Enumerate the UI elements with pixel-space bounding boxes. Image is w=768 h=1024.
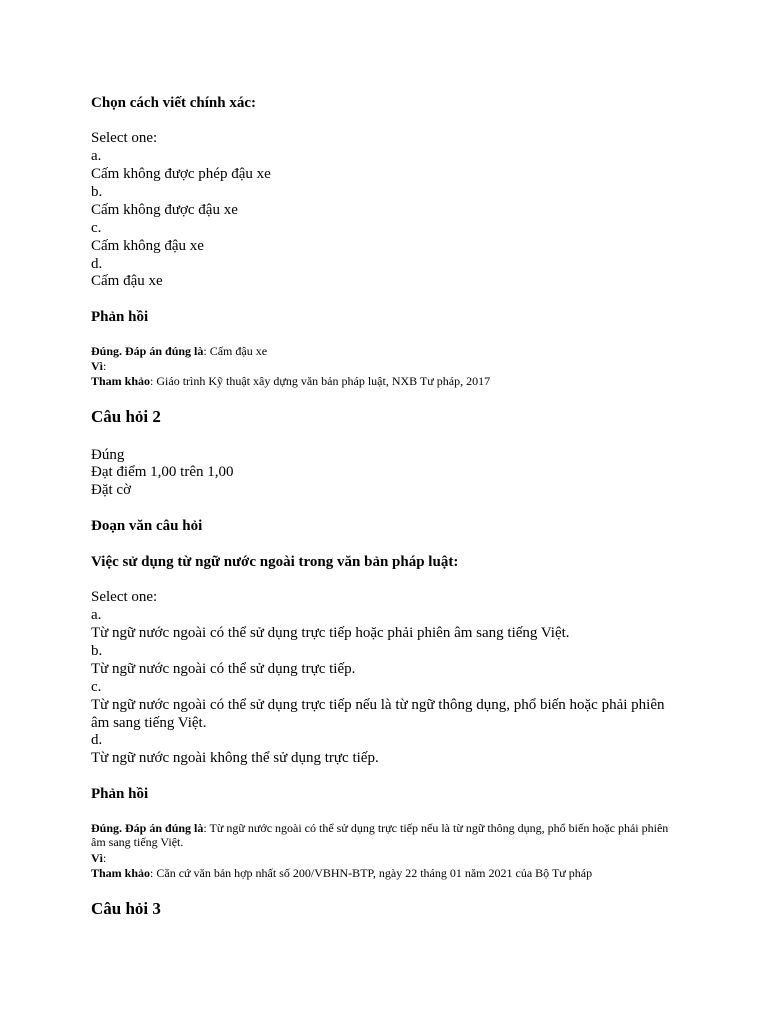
q2-status: Đúng (91, 447, 125, 463)
q2-correct-label: Đúng. Đáp án đúng là (91, 821, 204, 835)
q1-ref-text: : Giáo trình Kỹ thuật xây dựng văn bản pháp luật, NXB Tư pháp, 2017 (150, 374, 491, 388)
q2-option-b[interactable]: Từ ngữ nước ngoài có thể sử dụng trực tiếp. (91, 661, 356, 677)
q2-option-a-letter: a. (91, 607, 102, 623)
q1-prompt: Chọn cách viết chính xác: (91, 95, 256, 111)
q2-correct-answer: : Từ ngữ nước ngoài có thể sử dụng trực tiếp nếu là từ ngữ thông dụng, phổ biến hoặc phải phiên âm sang tiếng Việt. (91, 821, 669, 849)
q1-feedback-reference (91, 374, 490, 388)
q2-option-d[interactable]: Từ ngữ nước ngoài không thể sử dụng trực tiếp. (91, 750, 379, 766)
q1-ref-label: Tham khảo (91, 374, 151, 388)
q2-ref-text: : Căn cứ văn bản hợp nhất số 200/VBHN-BTP, ngày 22 tháng 01 năm 2021 của Bộ Tư pháp (150, 866, 593, 880)
q2-score: Đạt điểm 1,00 trên 1,00 (91, 464, 234, 480)
q1-why-text: : (103, 359, 107, 373)
q1-correct-label: Đúng. Đáp án đúng là (91, 344, 204, 358)
q2-text-heading: Đoạn văn câu hỏi (91, 518, 203, 534)
q2-option-c[interactable]: Từ ngữ nước ngoài có thể sử dụng trực tiếp nếu là từ ngữ thông dụng, phổ biến hoặc phải phiên âm sang tiếng Việt. (91, 697, 665, 731)
q1-option-a-letter: a. (91, 148, 102, 164)
q2-feedback-heading: Phản hồi (91, 786, 149, 802)
q2-select-label: Select one: (91, 589, 158, 605)
q1-feedback-why (91, 359, 106, 373)
q1-option-a[interactable]: Cấm không được phép đậu xe (91, 166, 271, 182)
q2-flag-link[interactable]: Đặt cờ (91, 482, 131, 498)
q3-title: Câu hỏi 3 (91, 899, 161, 918)
q2-title: Câu hỏi 2 (91, 407, 161, 426)
q2-option-a[interactable]: Từ ngữ nước ngoài có thể sử dụng trực tiếp hoặc phải phiên âm sang tiếng Việt. (91, 625, 570, 641)
q1-correct-answer: : Cấm đậu xe (203, 344, 268, 358)
q1-feedback-heading: Phản hồi (91, 309, 149, 325)
q2-ref-label: Tham khảo (91, 866, 151, 880)
q2-why-text: : (103, 851, 107, 865)
q1-option-b-letter: b. (91, 184, 103, 200)
q2-option-d-letter: d. (91, 732, 103, 748)
q2-feedback-reference (91, 866, 592, 880)
q2-feedback-why (91, 851, 106, 865)
q2-option-b-letter: b. (91, 643, 103, 659)
q2-feedback-correct (91, 821, 681, 849)
q1-feedback-correct (91, 344, 267, 358)
q1-why-label: Vì (91, 359, 103, 373)
q1-option-d[interactable]: Cấm đậu xe (91, 273, 163, 289)
q1-select-label: Select one: (91, 130, 158, 146)
q2-option-c-letter: c. (91, 679, 102, 695)
q1-option-b[interactable]: Cấm không được đậu xe (91, 202, 238, 218)
q1-option-c-letter: c. (91, 220, 102, 236)
q2-why-label: Vì (91, 851, 103, 865)
q1-option-d-letter: d. (91, 256, 103, 272)
q2-prompt: Việc sử dụng từ ngữ nước ngoài trong văn bản pháp luật: (91, 554, 459, 570)
q1-option-c[interactable]: Cấm không đậu xe (91, 238, 204, 254)
